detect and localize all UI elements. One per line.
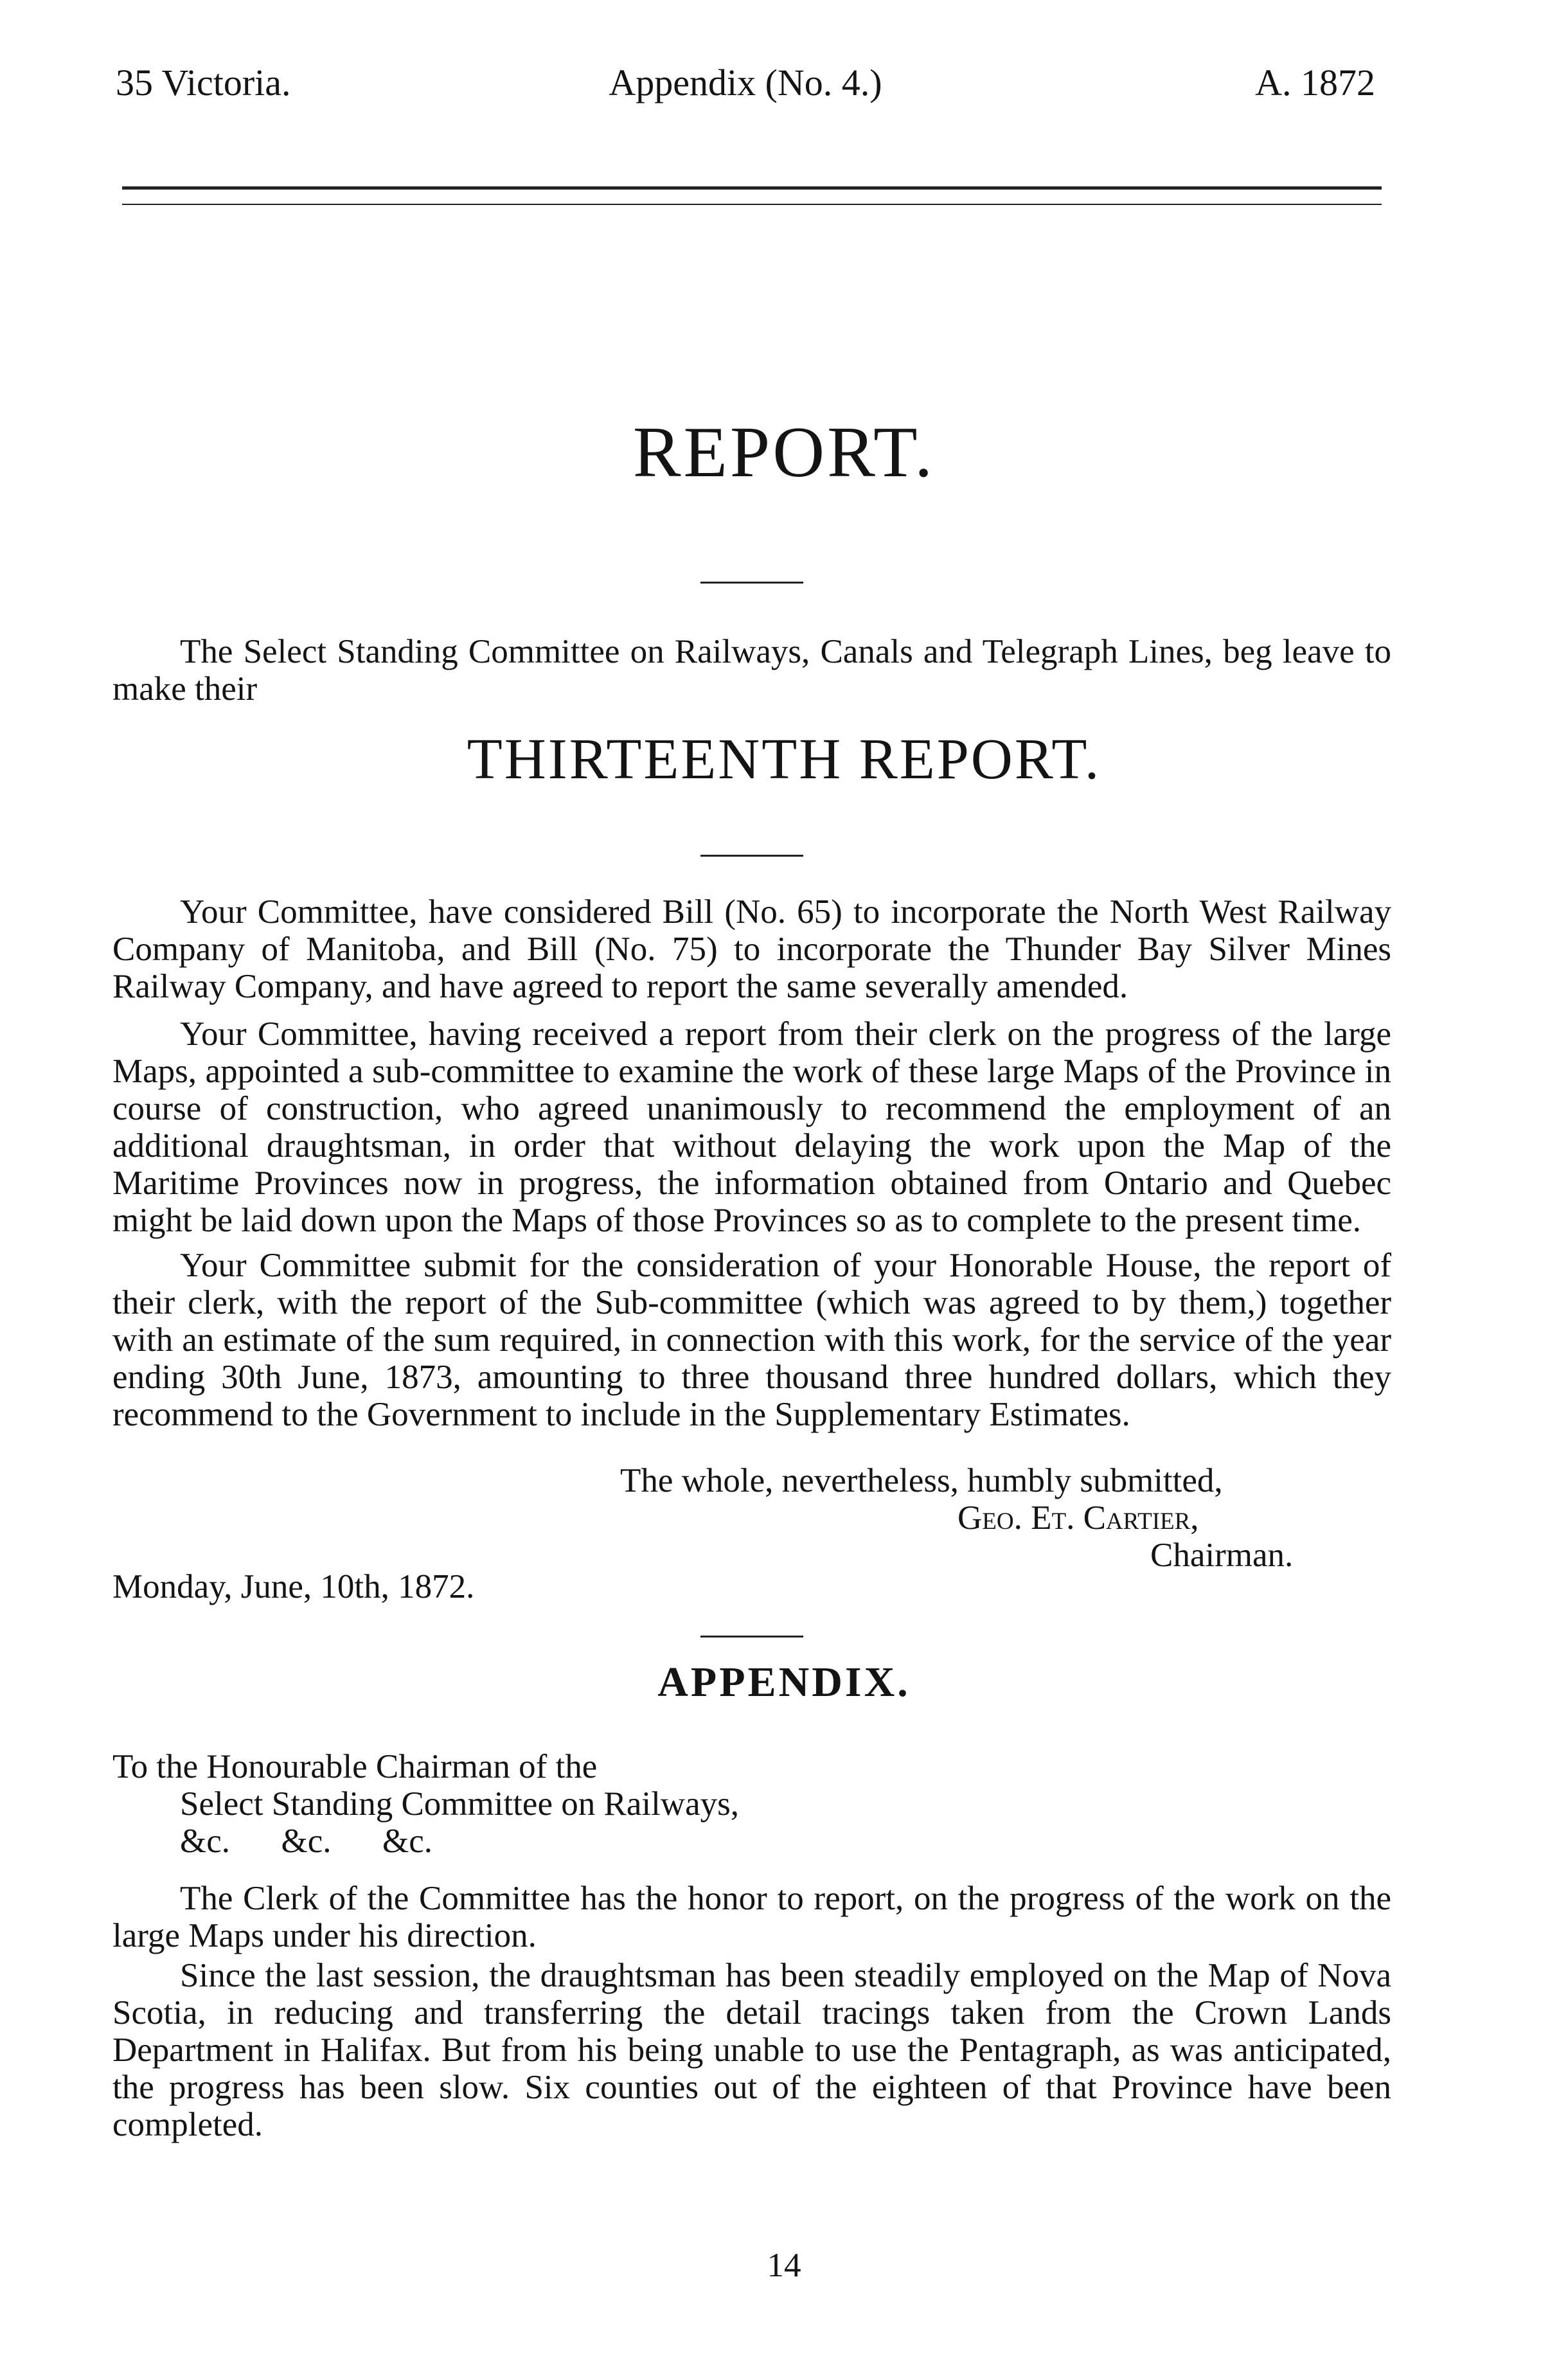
body-paragraph: Your Committee, having received a report from their clerk on the progress of the large Maps, appointed a sub-committee to examine the work of these large Maps of the Province in course of construction, who agreed unanimously to recommend the employment of an additional draughtsman, in order that without delaying the work upon the Map of the Maritime Provinces now in progress, the information obtained from Ontario and Quebec might be laid down upon the Maps of those Provinces so as to complete to the present time.	[112, 1015, 1391, 1239]
appendix-label: Appendix (No. 4.)	[609, 62, 882, 103]
report-subtitle: THIRTEENTH REPORT.	[467, 727, 1101, 791]
report-date: Monday, June, 10th, 1872.	[112, 1568, 475, 1605]
running-header	[116, 61, 1375, 138]
signatory-name: Geo. Et. Cartier,	[958, 1499, 1199, 1537]
year-label: A. 1872	[1255, 62, 1375, 103]
body-paragraph: Your Committee, have considered Bill (No. 65) to incorporate the North West Railway Company of Manitoba, and Bill (No. 75) to incorporate the Thunder Bay Silver Mines Railway Company, and have agreed to report the same severally amended.	[112, 893, 1391, 1005]
page-number: 14	[767, 2247, 801, 2284]
submission-line: The whole, nevertheless, humbly submitted,	[620, 1462, 1223, 1499]
intro-paragraph: The Select Standing Committee on Railways, Canals and Telegraph Lines, beg leave to make their	[112, 633, 1391, 708]
title-divider	[700, 582, 803, 584]
subtitle-divider	[700, 855, 803, 857]
address-line: Select Standing Committee on Railways,	[180, 1785, 739, 1823]
body-paragraph: Your Committee submit for the consideration of your Honorable House, the report of their clerk, with the report of the Sub-committee (which was agreed to by them,) together with an estimate of the sum required, in connection with this work, for the service of the year ending 30th June, 1873, amounting to three thousand three hundred dollars, which they recommend to the Government to include in the Supplementary Estimates.	[112, 1247, 1391, 1433]
header-double-rule	[122, 186, 1382, 205]
signatory-role: Chairman.	[1150, 1537, 1294, 1574]
session-label: 35 Victoria.	[116, 62, 291, 103]
appendix-paragraph: Since the last session, the draughtsman has been steadily employed on the Map of Nova Scotia, in reducing and transferring the detail tracings taken from the Crown Lands Department in Halifax. But from his being unable to use the Pentagraph, as was anticipated, the progress has been slow. Six counties out of the eighteen of that Province have been completed.	[112, 1957, 1391, 2143]
appendix-divider	[700, 1636, 803, 1638]
address-line: To the Honourable Chairman of the	[112, 1748, 598, 1785]
report-title: REPORT.	[632, 413, 936, 492]
appendix-title: APPENDIX.	[657, 1659, 911, 1706]
appendix-paragraph: The Clerk of the Committee has the honor to report, on the progress of the work on the large Maps under his direction.	[112, 1880, 1391, 1954]
address-line: &c. &c. &c.	[180, 1823, 432, 1860]
